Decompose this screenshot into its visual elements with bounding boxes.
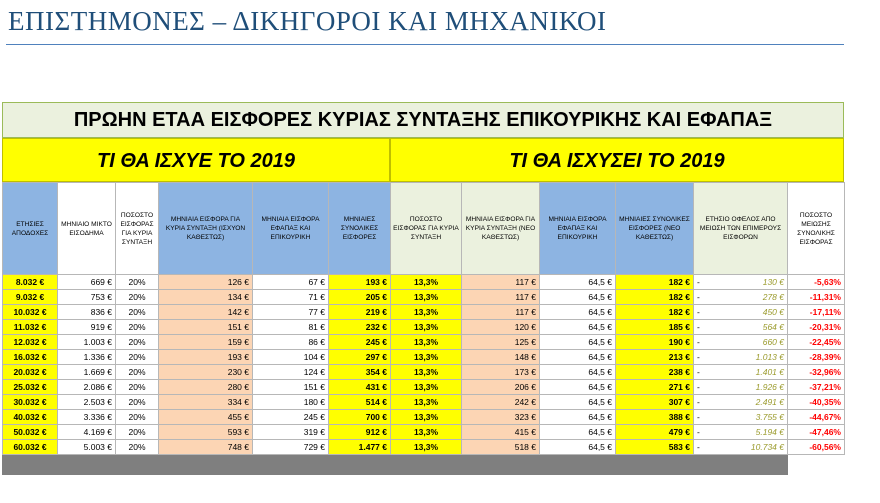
- benefit-value: 1.401 €: [755, 367, 784, 377]
- table-cell: 415 €: [462, 425, 540, 440]
- footer-cell: [694, 455, 788, 475]
- table-cell: 20%: [116, 275, 159, 290]
- table-cell: 1.003 €: [58, 335, 116, 350]
- reduction-percent-cell: -5,63%: [788, 275, 845, 290]
- table-cell: 159 €: [159, 335, 253, 350]
- table-cell: 388 €: [616, 410, 694, 425]
- section-left-title: ΤΙ ΘΑ ΙΣΧΥΕ ΤΟ 2019: [2, 138, 390, 182]
- benefit-value: 3.755 €: [755, 412, 784, 422]
- table-cell: 193 €: [329, 275, 391, 290]
- table-footer-bar: [3, 455, 845, 475]
- table-row: [3, 440, 845, 455]
- table-body: [3, 275, 845, 455]
- table-cell: 182 €: [616, 305, 694, 320]
- table-cell: 64,5 €: [540, 305, 616, 320]
- table-cell: 20%: [116, 335, 159, 350]
- benefit-cell: [694, 440, 788, 455]
- table-row: [3, 350, 845, 365]
- table-cell: 1.669 €: [58, 365, 116, 380]
- table-cell: 86 €: [253, 335, 329, 350]
- table-cell: 20%: [116, 410, 159, 425]
- benefit-value: 10.734 €: [750, 442, 784, 452]
- table-cell: 297 €: [329, 350, 391, 365]
- section-header-row: [2, 138, 844, 182]
- benefit-cell: [694, 365, 788, 380]
- footer-cell: [616, 455, 694, 475]
- benefit-value: 278 €: [762, 292, 784, 302]
- benefit-dash: -: [697, 382, 700, 392]
- table-cell: 8.032 €: [3, 275, 58, 290]
- table-row: [3, 275, 845, 290]
- table-cell: 64,5 €: [540, 365, 616, 380]
- table-cell: 334 €: [159, 395, 253, 410]
- benefit-dash: -: [697, 352, 700, 362]
- footer-cell: [462, 455, 540, 475]
- column-header-row: [3, 183, 845, 275]
- benefit-dash: -: [697, 337, 700, 347]
- table-cell: 2.086 €: [58, 380, 116, 395]
- table-cell: 64,5 €: [540, 320, 616, 335]
- table-row: [3, 320, 845, 335]
- table-cell: 753 €: [58, 290, 116, 305]
- table-cell: 117 €: [462, 305, 540, 320]
- table-cell: 20%: [116, 350, 159, 365]
- benefit-value: 450 €: [762, 307, 784, 317]
- table-cell: 64,5 €: [540, 335, 616, 350]
- benefit-value: 2.491 €: [755, 397, 784, 407]
- benefit-value: 1.926 €: [755, 382, 784, 392]
- table-row: [3, 335, 845, 350]
- table-cell: 13,3%: [391, 320, 462, 335]
- benefit-cell: [694, 305, 788, 320]
- table-cell: 13,3%: [391, 395, 462, 410]
- table-cell: 120 €: [462, 320, 540, 335]
- table-cell: 13,3%: [391, 350, 462, 365]
- table-cell: 431 €: [329, 380, 391, 395]
- table-cell: 20%: [116, 320, 159, 335]
- table-cell: 242 €: [462, 395, 540, 410]
- benefit-dash: -: [697, 322, 700, 332]
- benefit-dash: -: [697, 397, 700, 407]
- table-cell: 190 €: [616, 335, 694, 350]
- footer-cell: [788, 455, 845, 475]
- reduction-percent-cell: -44,67%: [788, 410, 845, 425]
- footer-cell: [58, 455, 116, 475]
- col-header: ΕΤΗΣΙΕΣ ΑΠΟΔΟΧΕΣ: [3, 183, 58, 275]
- table-cell: 64,5 €: [540, 290, 616, 305]
- benefit-cell: [694, 320, 788, 335]
- reduction-percent-cell: -37,21%: [788, 380, 845, 395]
- footer-cell: [159, 455, 253, 475]
- table-cell: 13,3%: [391, 425, 462, 440]
- table-title: ΠΡΩΗΝ ΕΤΑΑ ΕΙΣΦΟΡΕΣ ΚΥΡΙΑΣ ΣΥΝΤΑΞΗΣ ΕΠΙΚΟΥΡΙΚΗΣ ΚΑΙ ΕΦΑΠΑΞ: [2, 102, 844, 138]
- table-cell: 213 €: [616, 350, 694, 365]
- table-cell: 583 €: [616, 440, 694, 455]
- table-cell: 10.032 €: [3, 305, 58, 320]
- benefit-cell: [694, 380, 788, 395]
- table-cell: 180 €: [253, 395, 329, 410]
- table-cell: 20%: [116, 395, 159, 410]
- reduction-percent-cell: -47,46%: [788, 425, 845, 440]
- benefit-value: 130 €: [762, 277, 784, 287]
- table-cell: 185 €: [616, 320, 694, 335]
- table-cell: 206 €: [462, 380, 540, 395]
- title-rule: [6, 44, 844, 45]
- table-cell: 142 €: [159, 305, 253, 320]
- reduction-percent-cell: -11,31%: [788, 290, 845, 305]
- footer-cell: [253, 455, 329, 475]
- benefit-cell: [694, 350, 788, 365]
- table-cell: 117 €: [462, 275, 540, 290]
- table-cell: 700 €: [329, 410, 391, 425]
- col-header: ΜΗΝΙΑΙΟ ΜΙΚΤΟ ΕΙΣΟΔΗΜΑ: [58, 183, 116, 275]
- benefit-dash: -: [697, 442, 700, 452]
- benefit-cell: [694, 425, 788, 440]
- table-cell: 64,5 €: [540, 380, 616, 395]
- footer-cell: [329, 455, 391, 475]
- col-header: ΠΟΣΟΣΤΟ ΜΕΙΩΣΗΣ ΣΥΝΟΛΙΚΗΣ ΕΙΣΦΟΡΑΣ: [788, 183, 845, 275]
- table-cell: 71 €: [253, 290, 329, 305]
- table-row: [3, 290, 845, 305]
- benefit-value: 564 €: [762, 322, 784, 332]
- table-cell: 64,5 €: [540, 275, 616, 290]
- table-cell: 230 €: [159, 365, 253, 380]
- table-row: [3, 425, 845, 440]
- reduction-percent-cell: -60,56%: [788, 440, 845, 455]
- col-header: ΜΗΝΙΑΙΑ ΕΙΣΦΟΡΑ ΓΙΑ ΚΥΡΙΑ ΣΥΝΤΑΞΗ (ΝΕΟ ΚΑΘΕΣΤΩΣ): [462, 183, 540, 275]
- footer-cell: [116, 455, 159, 475]
- col-header: ΜΗΝΙΑΙΑ ΕΙΣΦΟΡΑ ΕΦΑΠΑΞ ΚΑΙ ΕΠΙΚΟΥΡΙΚΗ: [253, 183, 329, 275]
- table-row: [3, 305, 845, 320]
- table-cell: 126 €: [159, 275, 253, 290]
- table-cell: 13,3%: [391, 410, 462, 425]
- table-cell: 323 €: [462, 410, 540, 425]
- table-cell: 271 €: [616, 380, 694, 395]
- col-header: ΕΤΗΣΙΟ ΟΦΕΛΟΣ ΑΠΟ ΜΕΙΩΣΗ ΤΩΝ ΕΠΙΜΕΡΟΥΣ ΕΙΣΦΟΡΩΝ: [694, 183, 788, 275]
- col-header: ΠΟΣΟΣΤΟ ΕΙΣΦΟΡΑΣ ΓΙΑ ΚΥΡΙΑ ΣΥΝΤΑΞΗ: [391, 183, 462, 275]
- table-cell: 134 €: [159, 290, 253, 305]
- table-cell: 238 €: [616, 365, 694, 380]
- table-cell: 64,5 €: [540, 410, 616, 425]
- table-cell: 245 €: [253, 410, 329, 425]
- table-cell: 20.032 €: [3, 365, 58, 380]
- table-cell: 836 €: [58, 305, 116, 320]
- table-cell: 151 €: [253, 380, 329, 395]
- table-cell: 13,3%: [391, 335, 462, 350]
- table-cell: 280 €: [159, 380, 253, 395]
- col-header: ΜΗΝΙΑΙΑ ΕΙΣΦΟΡΑ ΕΦΑΠΑΞ ΚΑΙ ΕΠΙΚΟΥΡΙΚΗ: [540, 183, 616, 275]
- table-cell: 748 €: [159, 440, 253, 455]
- table-cell: 193 €: [159, 350, 253, 365]
- table-cell: 354 €: [329, 365, 391, 380]
- table-cell: 64,5 €: [540, 395, 616, 410]
- table-cell: 912 €: [329, 425, 391, 440]
- reduction-percent-cell: -22,45%: [788, 335, 845, 350]
- reduction-percent-cell: -17,11%: [788, 305, 845, 320]
- table-cell: 16.032 €: [3, 350, 58, 365]
- section-right-title: ΤΙ ΘΑ ΙΣΧΥΣΕΙ ΤΟ 2019: [390, 138, 844, 182]
- table-cell: 5.003 €: [58, 440, 116, 455]
- table-row: [3, 395, 845, 410]
- table-cell: 60.032 €: [3, 440, 58, 455]
- benefit-value: 5.194 €: [755, 427, 784, 437]
- table-cell: 4.169 €: [58, 425, 116, 440]
- reduction-percent-cell: -40,35%: [788, 395, 845, 410]
- table-cell: 117 €: [462, 290, 540, 305]
- table-cell: 20%: [116, 290, 159, 305]
- table-cell: 13,3%: [391, 305, 462, 320]
- reduction-percent-cell: -32,96%: [788, 365, 845, 380]
- table-row: [3, 380, 845, 395]
- table-cell: 669 €: [58, 275, 116, 290]
- table-cell: 182 €: [616, 275, 694, 290]
- table-cell: 20%: [116, 380, 159, 395]
- col-header: ΜΗΝΙΑΙΕΣ ΣΥΝΟΛΙΚΕΣ ΕΙΣΦΟΡΕΣ: [329, 183, 391, 275]
- table-cell: 12.032 €: [3, 335, 58, 350]
- benefit-value: 660 €: [762, 337, 784, 347]
- benefit-dash: -: [697, 412, 700, 422]
- table-cell: 81 €: [253, 320, 329, 335]
- benefit-dash: -: [697, 292, 700, 302]
- table-cell: 307 €: [616, 395, 694, 410]
- table-cell: 479 €: [616, 425, 694, 440]
- benefit-cell: [694, 395, 788, 410]
- contributions-table: [2, 182, 845, 475]
- table-cell: 219 €: [329, 305, 391, 320]
- table-cell: 182 €: [616, 290, 694, 305]
- benefit-cell: [694, 290, 788, 305]
- benefit-dash: -: [697, 277, 700, 287]
- table-cell: 2.503 €: [58, 395, 116, 410]
- table-cell: 50.032 €: [3, 425, 58, 440]
- table-cell: 13,3%: [391, 365, 462, 380]
- table-cell: 13,3%: [391, 290, 462, 305]
- table-cell: 77 €: [253, 305, 329, 320]
- benefit-dash: -: [697, 307, 700, 317]
- reduction-percent-cell: -20,31%: [788, 320, 845, 335]
- table-cell: 13,3%: [391, 440, 462, 455]
- reduction-percent-cell: -28,39%: [788, 350, 845, 365]
- benefit-cell: [694, 275, 788, 290]
- table-cell: 173 €: [462, 365, 540, 380]
- table-cell: 729 €: [253, 440, 329, 455]
- table-cell: 125 €: [462, 335, 540, 350]
- table-cell: 13,3%: [391, 275, 462, 290]
- table-cell: 20%: [116, 365, 159, 380]
- page-title: ΕΠΙΣΤΗΜΟΝΕΣ – ΔΙΚΗΓΟΡΟΙ ΚΑΙ ΜΗΧΑΝΙΚΟΙ: [8, 6, 607, 36]
- table-cell: 9.032 €: [3, 290, 58, 305]
- table-cell: 3.336 €: [58, 410, 116, 425]
- table-cell: 455 €: [159, 410, 253, 425]
- col-header: ΠΟΣΟΣΤΟ ΕΙΣΦΟΡΑΣ ΓΙΑ ΚΥΡΙΑ ΣΥΝΤΑΞΗ: [116, 183, 159, 275]
- col-header: ΜΗΝΙΑΙΕΣ ΣΥΝΟΛΙΚΕΣ ΕΙΣΦΟΡΕΣ (ΝΕΟ ΚΑΘΕΣΤΩΣ): [616, 183, 694, 275]
- table-cell: 518 €: [462, 440, 540, 455]
- table-cell: 151 €: [159, 320, 253, 335]
- table-cell: 245 €: [329, 335, 391, 350]
- table-cell: 67 €: [253, 275, 329, 290]
- table-cell: 1.336 €: [58, 350, 116, 365]
- table-cell: 232 €: [329, 320, 391, 335]
- table-cell: 13,3%: [391, 380, 462, 395]
- table-cell: 64,5 €: [540, 425, 616, 440]
- table-cell: 919 €: [58, 320, 116, 335]
- table-row: [3, 365, 845, 380]
- footer-cell: [540, 455, 616, 475]
- contributions-table-container: [2, 102, 844, 475]
- table-cell: 20%: [116, 305, 159, 320]
- benefit-cell: [694, 335, 788, 350]
- table-cell: 40.032 €: [3, 410, 58, 425]
- table-cell: 104 €: [253, 350, 329, 365]
- table-cell: 64,5 €: [540, 440, 616, 455]
- table-cell: 20%: [116, 425, 159, 440]
- col-header: ΜΗΝΙΑΙΑ ΕΙΣΦΟΡΑ ΓΙΑ ΚΥΡΙΑ ΣΥΝΤΑΞΗ (ΙΣΧΥΟΝ ΚΑΘΕΣΤΩΣ): [159, 183, 253, 275]
- benefit-dash: -: [697, 427, 700, 437]
- table-cell: 20%: [116, 440, 159, 455]
- table-cell: 30.032 €: [3, 395, 58, 410]
- benefit-cell: [694, 410, 788, 425]
- table-cell: 514 €: [329, 395, 391, 410]
- benefit-dash: -: [697, 367, 700, 377]
- table-cell: 593 €: [159, 425, 253, 440]
- footer-cell: [3, 455, 58, 475]
- table-cell: 319 €: [253, 425, 329, 440]
- table-cell: 124 €: [253, 365, 329, 380]
- table-cell: 64,5 €: [540, 350, 616, 365]
- footer-cell: [391, 455, 462, 475]
- table-row: [3, 410, 845, 425]
- table-cell: 25.032 €: [3, 380, 58, 395]
- table-cell: 205 €: [329, 290, 391, 305]
- table-cell: 1.477 €: [329, 440, 391, 455]
- table-cell: 11.032 €: [3, 320, 58, 335]
- table-cell: 148 €: [462, 350, 540, 365]
- benefit-value: 1.013 €: [755, 352, 784, 362]
